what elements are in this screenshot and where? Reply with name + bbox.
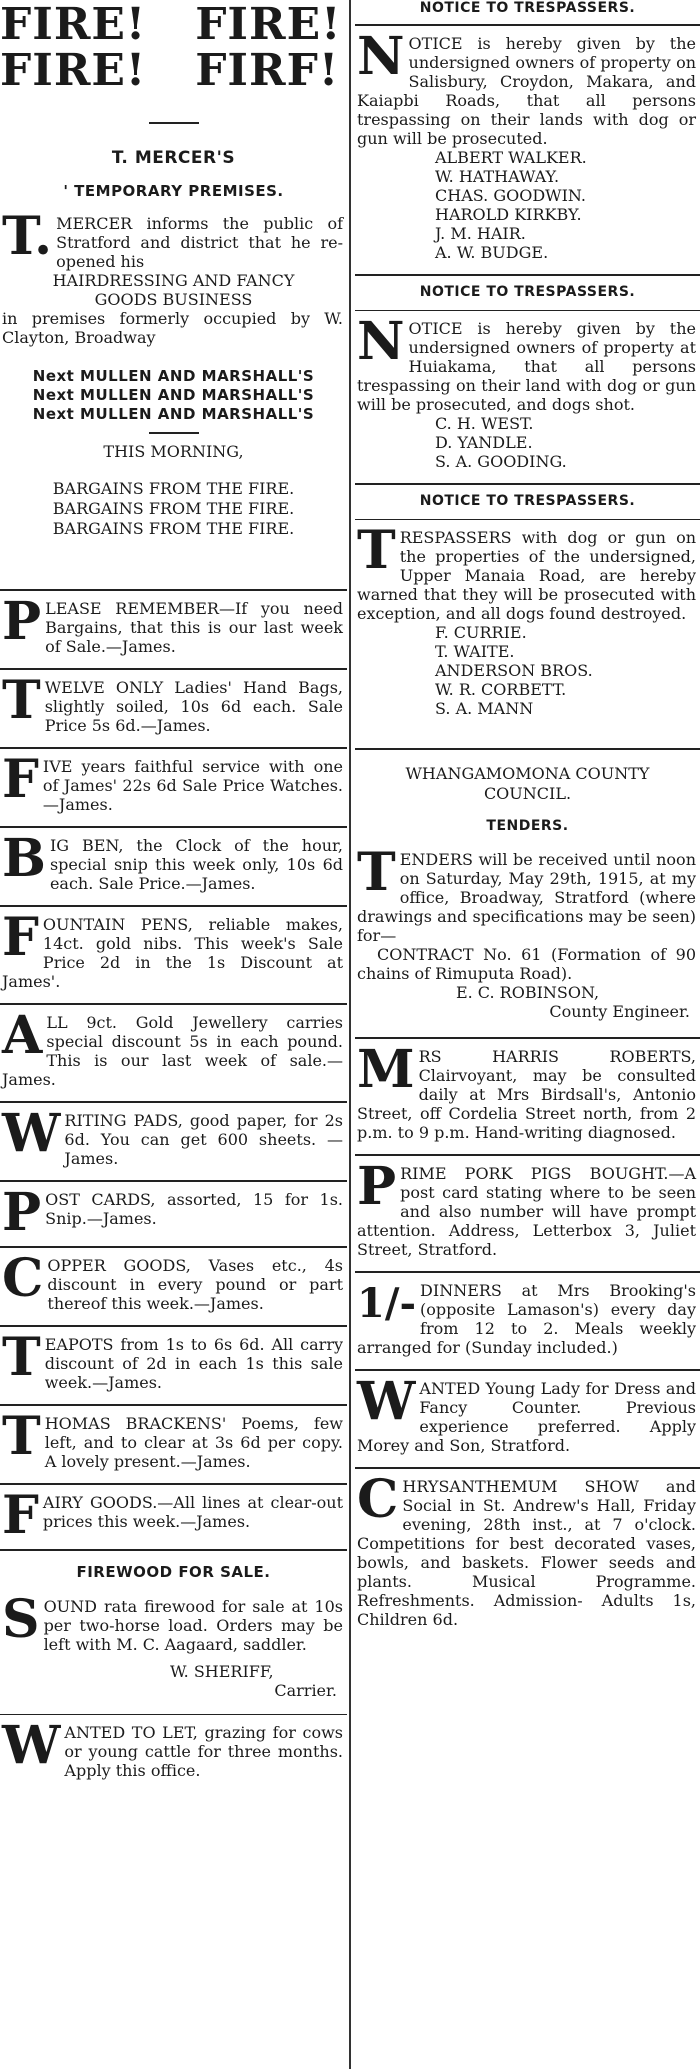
ad-body: AIRY GOODS.—All lines at clear-out prices this week.—James. bbox=[42, 1493, 343, 1531]
left-small-ads bbox=[0, 589, 347, 1551]
ad-rule bbox=[0, 589, 347, 591]
mercer-body-1: MERCER informs the public of Stratford and district that he re-opened his bbox=[56, 214, 343, 271]
ad-rule bbox=[0, 1549, 347, 1551]
left-ad bbox=[0, 1404, 347, 1483]
ad-text bbox=[2, 1248, 343, 1313]
drop-cap: P bbox=[2, 1182, 42, 1243]
drop-cap: T bbox=[2, 1327, 41, 1388]
next-line-2: Next MULLEN AND MARSHALL'S bbox=[32, 386, 315, 404]
ad-rule bbox=[0, 1483, 347, 1485]
ad-body: EAPOTS from 1s to 6s 6d. All carry discount of 2d in each 1s this sale week.—James. bbox=[44, 1335, 343, 1392]
trespass-notice-2 bbox=[357, 311, 696, 414]
drop-cap: F bbox=[2, 1485, 39, 1546]
wanted-body: ANTED TO LET, grazing for cows or young cattle for three months. Apply this office. bbox=[64, 1723, 343, 1780]
ad-body: HRYSANTHEMUM SHOW and Social in St. Andrew's Hall, Friday evening, 28th inst., at 7 o'clock. Competitions for best decorated vases, bowls, and baskets. Flower seeds and plants. Musical Programme. Refreshments. Admission- Adults 1s, Children 6d. bbox=[357, 1477, 696, 1629]
left-ad bbox=[0, 1246, 347, 1325]
tenders-contract: CONTRACT No. 61 (Formation of 90 chains of Rimuputa Road). bbox=[357, 945, 696, 983]
firewood-signature: W. SHERIFF, bbox=[170, 1662, 274, 1681]
ad-body: OUNTAIN PENS, reliable makes, 14ct. gold nibs. This week's Sale Price 2d in the 1s Discount at James'. bbox=[2, 915, 343, 991]
ad-rule bbox=[0, 747, 347, 749]
ad-text bbox=[2, 1485, 343, 1546]
signatory: ALBERT WALKER. bbox=[435, 148, 587, 167]
ad-body: LL 9ct. Gold Jewellery carries special discount 5s in each pound. This is our last week of sale.—James. bbox=[2, 1013, 343, 1089]
signatory: F. CURRIE. bbox=[435, 623, 527, 642]
next-line-3: Next MULLEN AND MARSHALL'S bbox=[32, 405, 315, 423]
mercer-notice bbox=[2, 206, 343, 271]
drop-cap: T bbox=[357, 520, 396, 581]
mercer-body-2: in premises formerly occupied by W. Clayton, Broadway bbox=[2, 309, 343, 347]
ad-rule bbox=[0, 1404, 347, 1406]
signatory: D. YANDLE. bbox=[435, 433, 533, 452]
tenders-notice bbox=[357, 842, 696, 945]
ad-rule bbox=[355, 483, 700, 485]
mercer-center-2: GOODS BUSINESS bbox=[94, 290, 253, 309]
mercer-center-1: HAIRDRESSING AND FANCY bbox=[52, 271, 295, 290]
drop-cap: W bbox=[357, 1371, 416, 1432]
trespass-signatories-3 bbox=[355, 623, 700, 718]
left-ad bbox=[0, 1180, 347, 1246]
ad-rule bbox=[0, 1003, 347, 1005]
ad-rule bbox=[355, 519, 700, 520]
trespass-notice-1 bbox=[357, 26, 696, 148]
drop-cap: C bbox=[357, 1469, 399, 1530]
ad-rule bbox=[355, 24, 700, 26]
signatory: W. HATHAWAY. bbox=[435, 167, 560, 186]
ad-text bbox=[2, 591, 343, 656]
trespass-signatories-1 bbox=[355, 148, 700, 262]
ad-rule bbox=[355, 748, 700, 750]
trespass-body-2: OTICE is hereby given by the undersigned owners of property at Huiakama, that all persons trespassing on their land with dog or gun will be prosecuted, and dogs shot. bbox=[357, 319, 696, 414]
signatory: W. R. CORBETT. bbox=[435, 680, 567, 699]
ad-rule bbox=[355, 1467, 700, 1469]
tenders-signature: E. C. ROBINSON, bbox=[455, 983, 600, 1002]
trespass-signatories-2 bbox=[355, 414, 700, 471]
ad-rule bbox=[355, 310, 700, 311]
firewood-signature-title: Carrier. bbox=[274, 1681, 337, 1700]
ad-rule bbox=[0, 1180, 347, 1182]
right-ad bbox=[355, 1154, 700, 1271]
ad-text bbox=[357, 1039, 696, 1142]
left-ad bbox=[0, 747, 347, 826]
signatory: CHAS. GOODWIN. bbox=[435, 186, 586, 205]
left-column bbox=[0, 0, 347, 2069]
ad-rule bbox=[0, 668, 347, 670]
ad-body: LEASE REMEMBER—If you need Bargains, that this is our last week of Sale.—James. bbox=[45, 599, 343, 656]
column-rule bbox=[349, 0, 351, 2069]
ad-body: RIME PORK PIGS BOUGHT.—A post card stating where to be seen and also number will have prompt attention. Address, Letterbox 3, Juliet Street, Stratford. bbox=[357, 1164, 696, 1259]
right-ad bbox=[355, 1369, 700, 1467]
trespass-body-1: OTICE is hereby given by the undersigned owners of property on Salisbury, Croydon, Makara, and Kaiapbi Roads, that all persons trespassing on their lands with dog or gun will be prosecuted. bbox=[357, 34, 696, 148]
drop-cap: T. bbox=[2, 206, 53, 267]
right-ad bbox=[355, 1467, 700, 1641]
drop-cap: F bbox=[2, 907, 39, 968]
ad-body: OST CARDS, assorted, 15 for 1s. Snip.—James. bbox=[45, 1190, 343, 1228]
bargain-line-3: BARGAINS FROM THE FIRE. bbox=[52, 519, 295, 538]
signatory: HAROLD KIRKBY. bbox=[435, 205, 582, 224]
bargain-line-2: BARGAINS FROM THE FIRE. bbox=[52, 499, 295, 518]
signatory: S. A. MANN bbox=[435, 699, 534, 718]
this-morning: THIS MORNING, bbox=[103, 442, 244, 461]
ad-text bbox=[2, 670, 343, 735]
ad-text bbox=[2, 1406, 343, 1471]
ad-body: IVE years faithful service with one of James' 22s 6d Sale Price Watches.—James. bbox=[42, 757, 343, 814]
divider bbox=[149, 122, 199, 124]
drop-cap: T bbox=[2, 670, 41, 731]
divider bbox=[149, 432, 199, 434]
tenders-title: TENDERS. bbox=[486, 818, 569, 834]
council-title-1: WHANGAMOMONA COUNTY bbox=[405, 764, 650, 783]
ad-text bbox=[357, 1281, 696, 1357]
left-ad bbox=[0, 668, 347, 747]
next-line-1: Next MULLEN AND MARSHALL'S bbox=[32, 367, 315, 385]
ad-text bbox=[2, 1005, 343, 1089]
ad-text bbox=[2, 1327, 343, 1392]
ad-text bbox=[2, 1182, 343, 1243]
drop-cap: 1/- bbox=[357, 1280, 417, 1327]
signatory: A. W. BUDGE. bbox=[435, 243, 549, 262]
ad-body: RS HARRIS ROBERTS, Clairvoyant, may be consulted daily at Mrs Birdsall's, Antonio Street, off Cordelia Street north, from 2 p.m. to 9 p.m. Hand-writing diagnosed. bbox=[357, 1047, 696, 1142]
mercer-title: T. MERCER'S bbox=[111, 148, 236, 168]
ad-body: RITING PADS, good paper, for 2s 6d. You can get 600 sheets. —James. bbox=[64, 1111, 343, 1168]
ad-body: HOMAS BRACKENS' Poems, few left, and to clear at 3s 6d per copy. A lovely present.—James. bbox=[44, 1414, 343, 1471]
right-ad bbox=[355, 1037, 700, 1154]
fire-line-1: FIRE! FIRE! bbox=[0, 0, 342, 50]
ad-body: ANTED Young Lady for Dress and Fancy Counter. Previous experience preferred. Apply Morey and Son, Stratford. bbox=[357, 1379, 696, 1455]
ad-text bbox=[2, 907, 343, 991]
right-column bbox=[355, 0, 700, 2069]
left-ad bbox=[0, 1101, 347, 1180]
drop-cap: T bbox=[2, 1406, 41, 1467]
ad-body: IG BEN, the Clock of the hour, special snip this week only, 10s 6d each. Sale Price.—James. bbox=[49, 836, 343, 893]
drop-cap: S bbox=[2, 1589, 40, 1650]
drop-cap: C bbox=[2, 1248, 44, 1309]
fire-line-2: FIRE! FIRF! bbox=[0, 45, 340, 96]
firewood-ad bbox=[2, 1589, 343, 1654]
left-ad bbox=[0, 826, 347, 905]
drop-cap: A bbox=[2, 1005, 43, 1066]
tenders-signature-title: County Engineer. bbox=[549, 1002, 690, 1021]
trespass-title-2: NOTICE TO TRESPASSERS. bbox=[419, 284, 636, 300]
drop-cap: P bbox=[357, 1156, 397, 1217]
tenders-body: ENDERS will be received until noon on Saturday, May 29th, 1915, at my office, Broadway, Stratford (where drawings and specifications may be seen) for— bbox=[357, 850, 696, 945]
left-ad bbox=[0, 1325, 347, 1404]
ad-text bbox=[2, 749, 343, 814]
signatory: ANDERSON BROS. bbox=[435, 661, 593, 680]
firewood-title: FIREWOOD FOR SALE. bbox=[76, 1563, 271, 1581]
fire-banner bbox=[0, 2, 347, 94]
trespass-notice-3 bbox=[357, 520, 696, 623]
bargain-line-1: BARGAINS FROM THE FIRE. bbox=[52, 479, 295, 498]
left-ad bbox=[0, 589, 347, 668]
ad-text bbox=[357, 1156, 696, 1259]
ad-rule bbox=[0, 826, 347, 828]
signatory: C. H. WEST. bbox=[435, 414, 534, 433]
signatory: S. A. GOODING. bbox=[435, 452, 567, 471]
right-ad bbox=[355, 1271, 700, 1369]
ad-rule bbox=[355, 274, 700, 276]
drop-cap: P bbox=[2, 591, 42, 652]
drop-cap: T bbox=[357, 842, 396, 903]
ad-text bbox=[2, 828, 343, 893]
wanted-ad bbox=[2, 1715, 343, 1780]
ad-rule bbox=[355, 1271, 700, 1273]
ad-body: WELVE ONLY Ladies' Hand Bags, slightly soiled, 10s 6d each. Sale Price 5s 6d.—James. bbox=[44, 678, 343, 735]
left-ad bbox=[0, 1483, 347, 1549]
ad-body: OPPER GOODS, Vases etc., 4s discount in every pound or part thereof this week.—James. bbox=[47, 1256, 343, 1313]
ad-body: DINNERS at Mrs Brooking's (opposite Lamason's) every day from 12 to 2. Meals weekly arranged for (Sunday included.) bbox=[357, 1281, 696, 1357]
signatory: T. WAITE. bbox=[435, 642, 515, 661]
council-title-2: COUNCIL. bbox=[483, 784, 572, 803]
drop-cap: N bbox=[357, 311, 405, 372]
mercer-subtitle: ' TEMPORARY PREMISES. bbox=[63, 182, 284, 200]
ad-rule bbox=[0, 1325, 347, 1327]
trespass-body-3: RESPASSERS with dog or gun on the properties of the undersigned, Upper Manaia Road, are hereby warned that they will be prosecuted with exception, and all dogs found destroyed. bbox=[357, 528, 696, 623]
left-ad bbox=[0, 1003, 347, 1101]
drop-cap: B bbox=[2, 828, 46, 889]
ad-text bbox=[2, 1103, 343, 1168]
drop-cap: F bbox=[2, 749, 39, 810]
trespass-title-1: NOTICE TO TRESPASSERS. bbox=[419, 0, 636, 16]
drop-cap: W bbox=[2, 1103, 61, 1164]
signatory: J. M. HAIR. bbox=[435, 224, 526, 243]
ad-rule bbox=[355, 1154, 700, 1156]
drop-cap: M bbox=[357, 1039, 415, 1100]
drop-cap: W bbox=[2, 1715, 61, 1776]
trespass-title-3: NOTICE TO TRESPASSERS. bbox=[419, 493, 636, 509]
firewood-body: OUND rata firewood for sale at 10s per two-horse load. Orders may be left with M. C. Aagaard, saddler. bbox=[43, 1597, 343, 1654]
ad-text bbox=[357, 1371, 696, 1455]
left-ad bbox=[0, 905, 347, 1003]
right-small-ads bbox=[355, 1037, 700, 1641]
drop-cap: N bbox=[357, 26, 405, 87]
ad-rule bbox=[0, 905, 347, 907]
ad-text bbox=[357, 1469, 696, 1629]
ad-rule bbox=[0, 1246, 347, 1248]
